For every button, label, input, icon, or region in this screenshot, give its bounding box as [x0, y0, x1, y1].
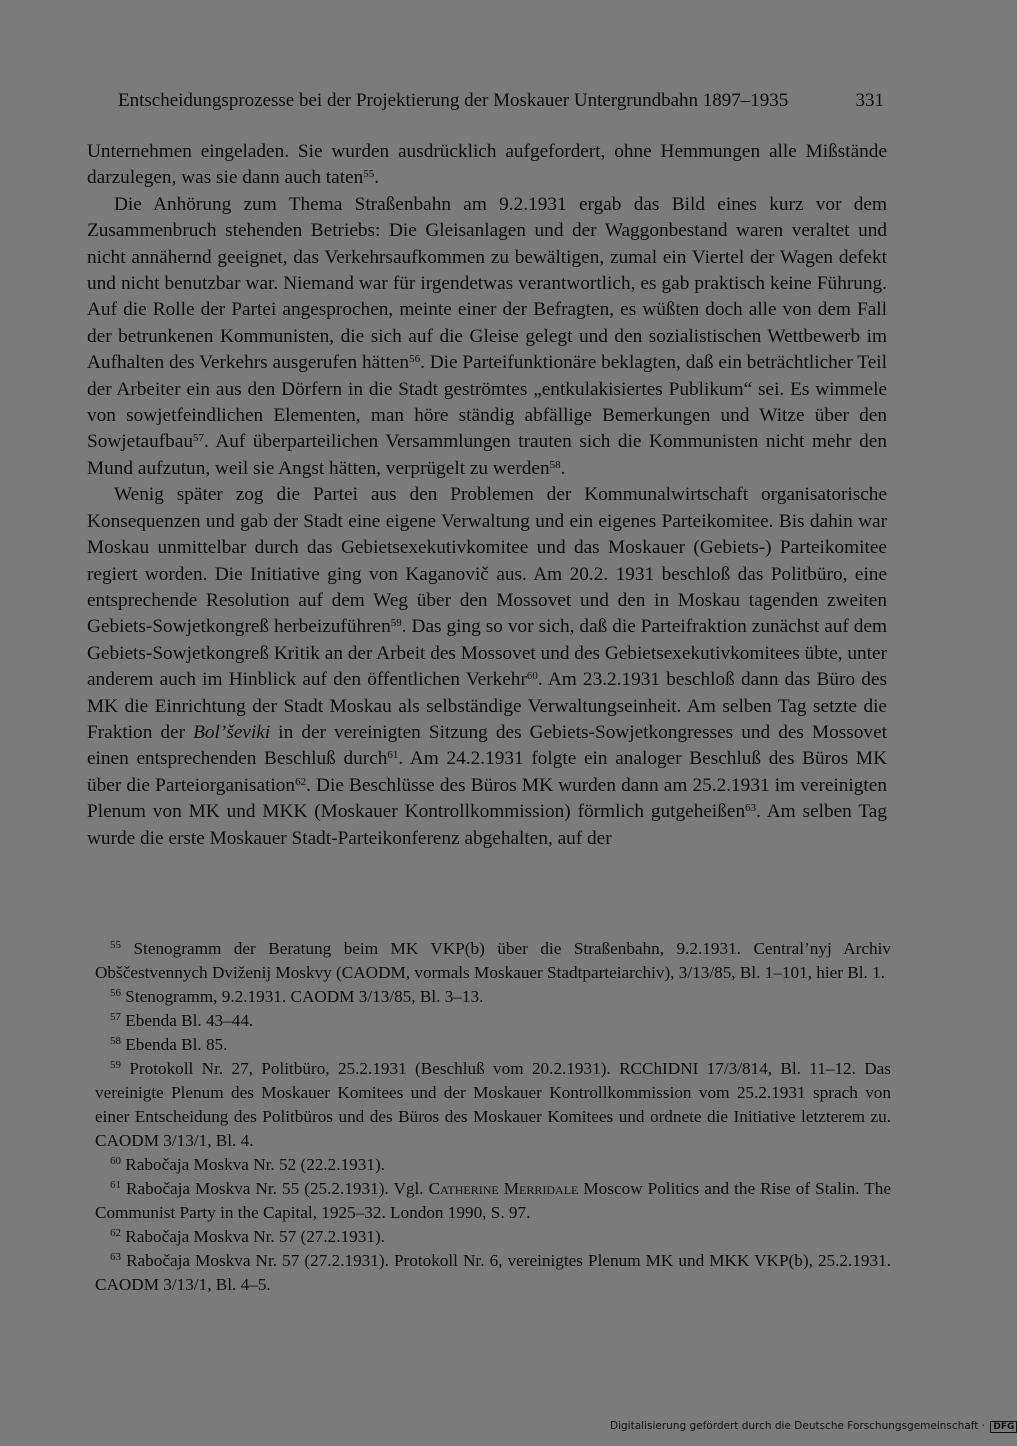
footnote-text: Rabočaja Moskva Nr. 57 (27.2.1931). — [121, 1227, 385, 1246]
text-run: . Die Parteifunktionäre beklagten, daß ein beträchtlicher Teil der Arbeiter ein aus den Dörfern in die Stadt geströmtes „entkulakisiertes Publikum“ sei. Es wimmele von sowjetfeindlichen Elementen, man höre ständig abfällige Bemerkungen und Witze über den Sowjetaufbau — [87, 352, 887, 453]
footnote-text: Ebenda Bl. 85. — [121, 1035, 228, 1054]
footnote-60 — [95, 1153, 891, 1177]
page-number: 331 — [855, 90, 884, 111]
footnote-ref-63: 63 — [745, 802, 757, 815]
text-run: . Am 23.2.1931 beschloß dann das Büro des MK die Einrichtung der Stadt Moskau als selbständige Verwaltungseinheit. Am selben Tag setzte die Fraktion der — [87, 669, 887, 743]
footnote-text: Ebenda Bl. 43–44. — [121, 1011, 254, 1030]
text-run: . — [560, 457, 566, 479]
footnote-text: Rabočaja Moskva Nr. 57 (27.2.1931). Protokoll Nr. 6, vereinigtes Plenum MK und MKK VKP(b), 25.2.1931. CAODM 3/13/1, Bl. 4–5. — [95, 1251, 891, 1294]
text-run: . Am 24.2.1931 folgte ein analoger Beschluß des Büros MK über die Parteiorganisation — [87, 748, 887, 796]
footnote-57 — [95, 1009, 891, 1033]
footnote-number: 57 — [110, 1011, 121, 1023]
footnote-number: 58 — [110, 1035, 121, 1047]
footnote-number: 56 — [110, 987, 121, 999]
text-run: Wenig später zog die Partei aus den Problemen der Kommunalwirtschaft organisatorische Konsequenzen und gab der Stadt eine eigene Verwaltung und ein eigenes Parteikomitee. Bis dahin war Moskau unmittelbar durch das Gebietsexekutivkomitee und das Moskauer (Gebiets-) Parteikomitee regiert worden. Die Initiative ging von Kaganovič aus. Am 20.2. 1931 beschloß das Politbüro, eine entsprechende Resolution auf dem Weg über den Mossovet und den in Moskau tagenden zweiten Gebiets-Sowjetkongreß herbeizuführen — [87, 484, 887, 638]
text-run: . Auf überparteilichen Versammlungen trauten sich die Kommunisten nicht mehr den Mund aufzutun, weil sie Angst hätten, verprügelt zu werden — [87, 431, 887, 479]
footnote-56 — [95, 985, 891, 1009]
footnote-number: 61 — [110, 1179, 121, 1191]
footnote-text: Rabočaja Moskva Nr. 52 (22.2.1931). — [121, 1155, 385, 1174]
paragraph-1 — [87, 139, 887, 192]
footnote-text: Stenogramm der Beratung beim MK VKP(b) über die Straßenbahn, 9.2.1931. Central’nyj Archiv Obščestvennych Dviženij Moskvy (CAODM, vormals Moskauer Stadtparteiarchiv), 3/13/85, Bl. 1–101, hier Bl. 1. — [95, 939, 891, 982]
paragraph-2 — [87, 192, 887, 482]
footnote-62 — [95, 1225, 891, 1249]
text-run: . Die Beschlüsse des Büros MK wurden dann am 25.2.1931 im vereinigten Plenum von MK und MKK (Moskauer Kontrollkommission) förmlich gutgeheißen — [87, 774, 887, 823]
text-run: . Am selben Tag wurde die erste Moskauer Stadt-Parteikonferenz abgehalten, auf der — [87, 801, 887, 849]
text-run: . Das ging so vor sich, daß die Parteifraktion zunächst auf dem Gebiets-Sowjetkongreß Kritik an der Arbeit des Mossovet und des Gebietsexekutivkomitees übte, unter anderem auch im Hinblick auf den öffentlichen Verkehr — [87, 616, 888, 691]
footnote-ref-61: 61 — [387, 749, 399, 762]
paragraph-3 — [87, 482, 887, 852]
text-run: Unternehmen eingeladen. Sie wurden ausdrücklich aufgefordert, ohne Hemmungen alle Mißstände darzulegen, was sie dann auch taten — [87, 141, 887, 189]
italic-term: Bol’ševiki — [193, 721, 271, 743]
footnote-ref-59: 59 — [390, 617, 402, 630]
footnote-number: 59 — [110, 1059, 121, 1071]
footnotes — [95, 937, 891, 1297]
footnote-55 — [95, 937, 891, 985]
footnote-ref-56: 56 — [409, 353, 421, 366]
footnote-text: Protokoll Nr. 27, Politbüro, 25.2.1931 (Beschluß vom 20.2.1931). RCChIDNI 17/3/814, Bl. 11–12. Das vereinigte Plenum des Moskauer Komitees und der Moskauer Kontrollkommission vom 25.2.1931 sprach von einer Entscheidung des Politbüros und des Büros des Moskauer Komitees und ordnete die Initiative letzterem zu. CAODM 3/13/1, Bl. 4. — [95, 1059, 891, 1150]
footnote-59 — [95, 1057, 891, 1153]
footnote-number: 55 — [110, 939, 121, 951]
footnote-ref-60: 60 — [526, 670, 538, 683]
footnote-58 — [95, 1033, 891, 1057]
text-run: in der vereinigten Sitzung des Gebiets-Sowjetkongresses und des Mossovet einen entsprechenden Beschluß durch — [87, 721, 887, 770]
footnote-ref-58: 58 — [549, 458, 561, 471]
footnote-number: 60 — [110, 1155, 121, 1167]
footnote-number: 63 — [110, 1251, 121, 1263]
footnote-number: 62 — [110, 1227, 121, 1239]
running-title: Entscheidungsprozesse bei der Projektierung der Moskauer Untergrundbahn 1897–1935 — [118, 90, 789, 111]
dfg-logo: DFG — [990, 1421, 1017, 1433]
footnote-ref-55: 55 — [363, 168, 375, 181]
footnote-ref-57: 57 — [193, 432, 205, 445]
dfg-credit — [610, 1420, 1017, 1433]
footnote-text: Moscow Politics and the Rise of Stalin. The Communist Party in the Capital, 1925–32. London 1990, S. 97. — [95, 1179, 891, 1222]
footnote-ref-62: 62 — [295, 775, 307, 788]
credit-text: Digitalisierung gefördert durch die Deutsche Forschungsgemeinschaft · — [610, 1420, 986, 1432]
footnote-author: Catherine Merridale — [428, 1179, 579, 1198]
text-run: . — [374, 167, 380, 189]
footnote-text: Rabočaja Moskva Nr. 55 (25.2.1931). Vgl. — [121, 1179, 429, 1198]
footnote-61 — [95, 1177, 891, 1225]
footnote-text: Stenogramm, 9.2.1931. CAODM 3/13/85, Bl. 3–13. — [121, 987, 484, 1006]
text-run: Die Anhörung zum Thema Straßenbahn am 9.2.1931 ergab das Bild eines kurz vor dem Zusammenbruch stehenden Betriebs: Die Gleisanlagen und der Waggonbestand waren veraltet und nicht annähernd geeignet, das Verkehrsaufkommen zu bewältigen, zumal ein Viertel der Wagen defekt und nicht benutzbar war. Niemand war für irgendetwas verantwortlich, es gab praktisch keine Führung. Auf die Rolle der Partei angesprochen, meinte einer der Befragten, es wüßten doch alle von dem Fall der betrunkenen Kommunisten, die sich auf die Gleise gelegt und den sozialistischen Wettbewerb im Aufhalten des Verkehrs ausgerufen hätten — [87, 193, 887, 374]
main-text — [87, 139, 887, 852]
footnote-63 — [95, 1249, 891, 1297]
